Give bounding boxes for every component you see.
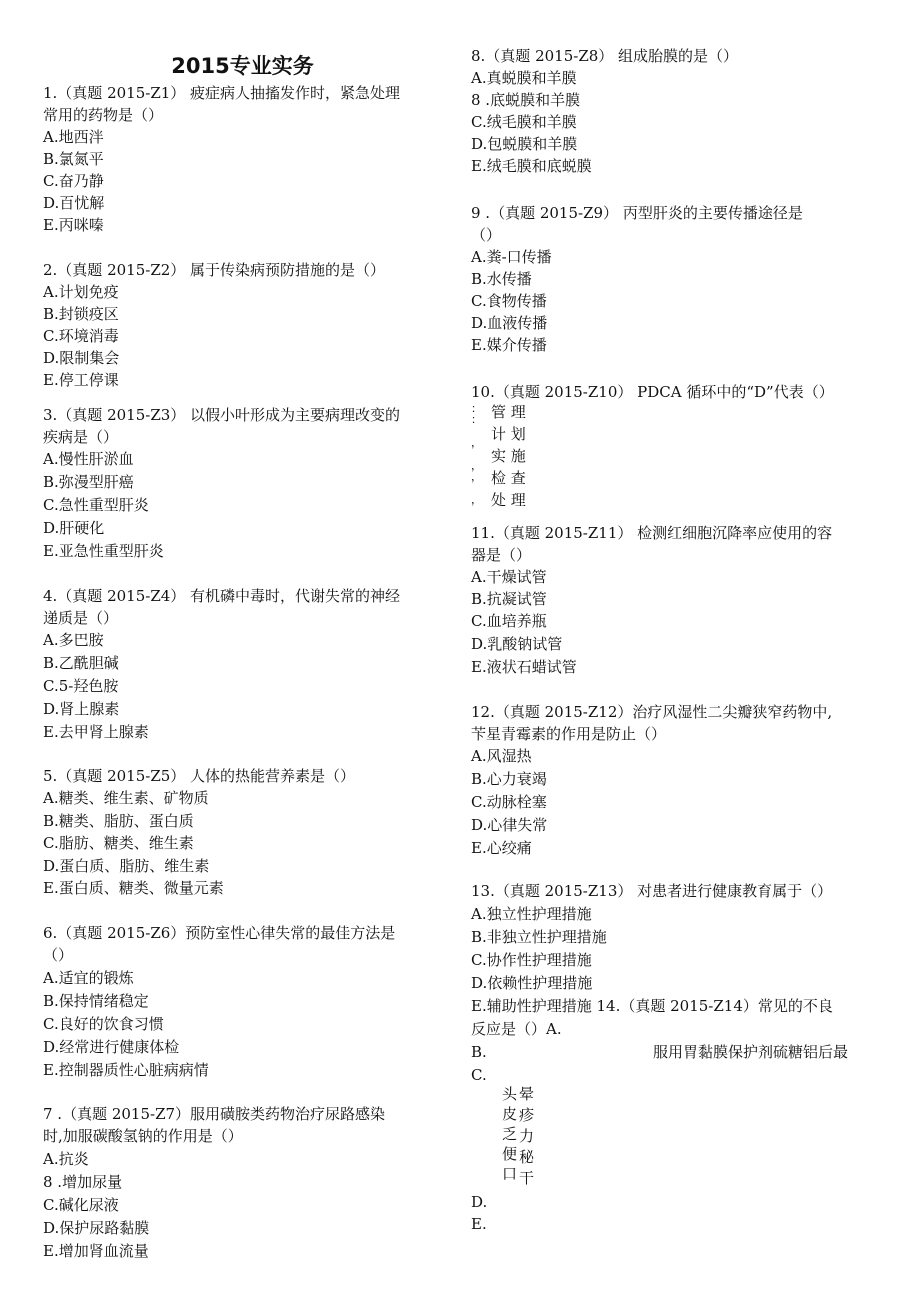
question-1-option-b: B.氯氮平 (43, 150, 104, 168)
question-14-e-label: E. (471, 1215, 487, 1233)
question-14-stack-left (502, 1084, 517, 1184)
question-4-option-a: A.多巴胺 (43, 631, 104, 649)
stack-right-2: 疹 (519, 1106, 535, 1124)
mark-4: ， (471, 459, 482, 472)
question-8-stem-line1: 8.（真题 2015-Z8） 组成胎膜的是（） (471, 47, 739, 65)
question-4-option-d: D.肾上腺素 (43, 700, 120, 718)
stack-right-3: 力 (519, 1127, 535, 1145)
question-9-option-b: B.水传播 (471, 270, 532, 288)
question-12-stem-line2: 苄星青霉素的作用是防止（） (471, 725, 667, 743)
question-5-option-c: C.脂肪、糖类、维生素 (43, 834, 194, 852)
question-3-option-e: E.亚急性重型肝炎 (43, 542, 164, 560)
question-4-option-e: E.去甲肾上腺素 (43, 723, 149, 741)
stack-left-1: 头 (502, 1085, 518, 1103)
question-5-option-b: B.糖类、脂肪、蛋白质 (43, 812, 194, 830)
stack-right-1: 晕 (519, 1085, 535, 1103)
question-4-stem-line2: 递质是（） (43, 609, 119, 627)
stack-left-2: 皮 (502, 1105, 518, 1123)
question-9-option-c: C.食物传播 (471, 292, 547, 310)
question-6-option-d: D.经常进行健康体检 (43, 1038, 180, 1056)
question-5-stem-line1: 5.（真题 2015-Z5） 人体的热能营养素是（） (43, 767, 356, 785)
question-13-stem-line1: 13.（真题 2015-Z13） 对患者进行健康教育属于（） (471, 882, 833, 900)
stack-right-4: 秘 (519, 1148, 535, 1166)
question-11-option-c: C.血培养瓶 (471, 612, 547, 630)
question-7-option-b: 8 .增加尿量 (43, 1173, 123, 1191)
question-10-option-c: 实 施 (491, 447, 526, 465)
question-8-option-e: E.绒毛膜和底蜕膜 (471, 157, 592, 175)
mark-2: ： (471, 413, 482, 426)
stack-left-3: 乏 (502, 1125, 518, 1143)
question-1-stem-line2: 常用的药物是（） (43, 106, 164, 124)
question-7-option-a: A.抗炎 (43, 1150, 89, 1168)
question-5-option-d: D.蛋白质、脂肪、维生素 (43, 857, 210, 875)
question-1-stem-line1: 1.（真题 2015-Z1） 疲症病人抽搐发作时，紧急处理 (43, 84, 401, 102)
stack-left-5: 口 (502, 1165, 518, 1183)
question-12-option-e: E.心绞痛 (471, 839, 532, 857)
question-14-stem-line1: E.辅助性护理措施 14.（真题 2015-Z14）常见的不良 (471, 997, 833, 1015)
question-11-stem-line2: 器是（） (471, 546, 532, 564)
question-3-stem-line2: 疾病是（） (43, 428, 119, 446)
question-4-option-b: B.乙酰胆碱 (43, 654, 119, 672)
question-10-marks (471, 403, 482, 505)
question-2-option-b: B.封锁疫区 (43, 305, 119, 323)
question-8-option-d: D.包蜕膜和羊膜 (471, 135, 578, 153)
question-3-stem-line1: 3.（真题 2015-Z3） 以假小叶形成为主要病理改变的 (43, 406, 401, 424)
question-6-option-e: E.控制器质性心脏病病情 (43, 1061, 209, 1079)
question-8-option-c: C.绒毛膜和羊膜 (471, 113, 577, 131)
question-7-stem-line1: 7 .（真题 2015-Z7）服用磺胺类药物治疗尿路感染 (43, 1105, 386, 1123)
question-13-option-b: B.非独立性护理措施 (471, 928, 607, 946)
mark-6: ， (471, 493, 482, 506)
stack-right-5: 干 (519, 1169, 535, 1187)
question-10-option-e: 处 理 (491, 491, 526, 509)
question-12-option-a: A.风湿热 (471, 747, 532, 765)
question-4-option-c: C.5-羟色胺 (43, 677, 119, 695)
question-1-option-c: C.奋乃静 (43, 172, 104, 190)
question-2-option-a: A.计划免疫 (43, 283, 119, 301)
question-2-option-e: E.停工停课 (43, 371, 119, 389)
question-7-option-e: E.增加肾血流量 (43, 1242, 149, 1260)
question-10-option-b: 计 划 (491, 425, 526, 443)
question-9-option-d: D.血液传播 (471, 314, 548, 332)
question-5-option-e: E.蛋白质、糖类、微量元素 (43, 879, 224, 897)
question-6-option-b: B.保持情绪稳定 (43, 992, 149, 1010)
question-9-option-e: E.媒介传播 (471, 336, 547, 354)
question-7-option-d: D.保护尿路黏膜 (43, 1219, 150, 1237)
question-11-stem-line1: 11.（真题 2015-Z11） 检测红细胞沉降率应使用的容 (471, 524, 833, 542)
question-11-option-d: D.乳酸钠试管 (471, 635, 563, 653)
question-8-option-b: 8 .底蜕膜和羊膜 (471, 91, 581, 109)
question-10-option-a: 管 理 (491, 403, 526, 421)
mark-1: ： (471, 402, 482, 415)
question-14-b-label: B. (471, 1043, 487, 1061)
question-2-option-c: C.环境消毒 (43, 327, 119, 345)
mark-3: ， (471, 436, 482, 449)
question-6-option-c: C.良好的饮食习惯 (43, 1015, 164, 1033)
question-12-option-c: C.动脉栓塞 (471, 793, 547, 811)
question-10-option-d: 检 查 (491, 469, 526, 487)
question-14-b-text: 服用胃黏膜保护剂硫糖铝后最 (653, 1043, 849, 1061)
question-11-option-a: A.干燥试管 (471, 568, 547, 586)
mark-5: ， (471, 470, 482, 483)
question-9-stem-line2: （） (471, 226, 502, 244)
question-12-option-d: D.心律失常 (471, 816, 548, 834)
question-1-option-a: A.地西泮 (43, 128, 104, 146)
question-2-option-d: D.限制集会 (43, 349, 120, 367)
question-12-stem-line1: 12.（真题 2015-Z12）治疗风湿性二尖瓣狭窄药物中, (471, 703, 833, 721)
question-12-option-b: B.心力衰竭 (471, 770, 547, 788)
page-title: 2015专业实务 (171, 54, 314, 78)
question-6-option-a: A.适宜的锻炼 (43, 969, 134, 987)
question-11-option-e: E.液状石蜡试管 (471, 658, 577, 676)
question-11-option-b: B.抗凝试管 (471, 590, 547, 608)
question-1-option-e: E.丙咪嗪 (43, 216, 104, 234)
question-7-stem-line2: 时,加服碳酸氢钠的作用是（） (43, 1127, 243, 1145)
question-5-option-a: A.糖类、维生素、矿物质 (43, 789, 209, 807)
question-7-option-c: C.碱化尿液 (43, 1196, 119, 1214)
question-9-option-a: A.粪-口传播 (471, 248, 552, 266)
question-8-option-a: A.真蜕膜和羊膜 (471, 69, 577, 87)
question-13-option-d: D.依赖性护理措施 (471, 974, 593, 992)
question-14-c-label: C. (471, 1066, 487, 1084)
question-10-stem-line1: 10.（真题 2015-Z10） PDCA 循环中的“D”代表（） (471, 383, 834, 401)
question-13-option-c: C.协作性护理措施 (471, 951, 592, 969)
question-1-option-d: D.百忧解 (43, 194, 105, 212)
question-3-option-c: C.急性重型肝炎 (43, 496, 149, 514)
question-14-stem-line2: 反应是（）A. (471, 1020, 562, 1038)
question-4-stem-line1: 4.（真题 2015-Z4） 有机磷中毒时，代谢失常的神经 (43, 587, 401, 605)
question-6-stem-line2: （） (43, 946, 74, 964)
question-2-stem-line1: 2.（真题 2015-Z2） 属于传染病预防措施的是（） (43, 261, 386, 279)
question-9-stem-line1: 9 .（真题 2015-Z9） 丙型肝炎的主要传播途径是 (471, 204, 803, 222)
question-3-option-d: D.肝硬化 (43, 519, 105, 537)
question-3-option-a: A.慢性肝淤血 (43, 450, 134, 468)
question-3-option-b: B.弥漫型肝癌 (43, 473, 134, 491)
stack-left-4: 便 (502, 1145, 518, 1163)
question-14-d-label: D. (471, 1193, 488, 1211)
question-13-option-a: A.独立性护理措施 (471, 905, 592, 923)
question-6-stem-line1: 6.（真题 2015-Z6）预防室性心律失常的最佳方法是 (43, 924, 396, 942)
question-14-stack-right (519, 1084, 534, 1189)
